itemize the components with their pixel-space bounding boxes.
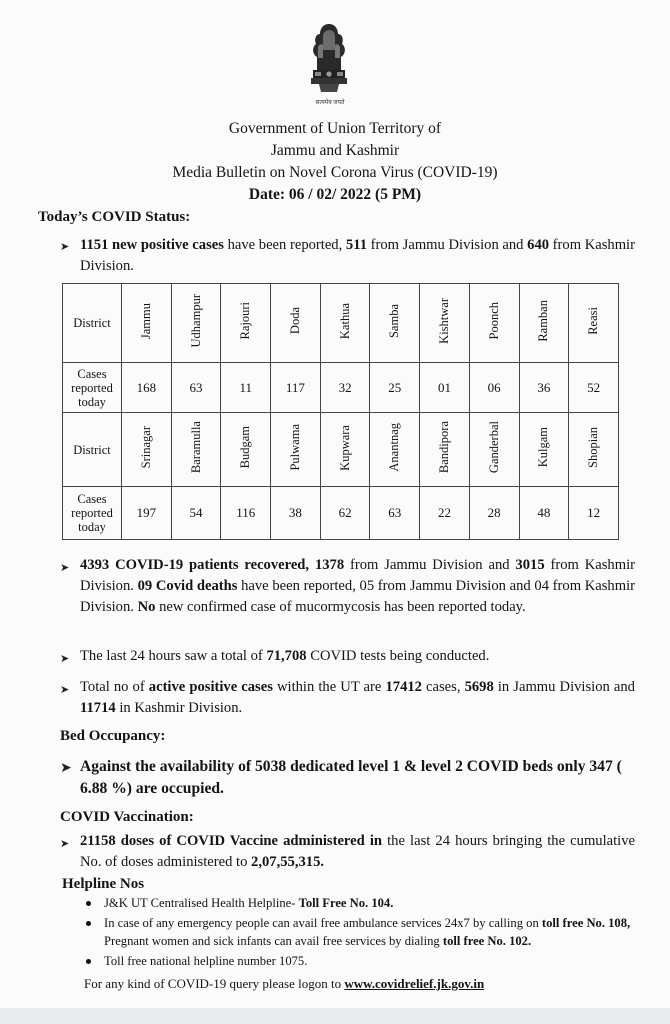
kashmir-cases-row	[63, 487, 619, 540]
text: Rajouri	[238, 302, 253, 340]
text: Ganderbal	[486, 421, 501, 474]
bullet-dot-icon	[86, 959, 91, 964]
kashmir-cases-count: 640	[527, 237, 550, 253]
vaccination-title: COVID Vaccination:	[60, 809, 194, 825]
cases-cell: 22	[420, 487, 470, 540]
district-cell	[519, 413, 569, 487]
text: For any kind of COVID-19 query please logon to	[84, 976, 345, 991]
text: COVID tests being conducted.	[306, 648, 490, 664]
text: Anantnag	[387, 423, 402, 472]
helpline-title: Helpline Nos	[62, 876, 145, 892]
district-cell	[221, 284, 271, 363]
cases-label: Cases reported today	[63, 363, 122, 413]
text: 11714	[80, 700, 116, 716]
covid-relief-link[interactable]: www.covidrelief.jk.gov.in	[344, 976, 485, 991]
helpline-item	[104, 952, 634, 970]
district-cell	[122, 413, 172, 487]
text: from Kashmir Division.	[80, 237, 635, 274]
text: J&K UT Centralised Health Helpline-	[104, 896, 299, 910]
bullet-arrow-icon: ➤	[60, 241, 70, 253]
cases-cell: 117	[271, 363, 321, 413]
text: In case of any emergency people can avail free ambulance services 24x7 by calling on	[104, 916, 542, 930]
district-cell	[519, 284, 569, 363]
cases-cell: 54	[171, 487, 221, 540]
cases-cell: 36	[519, 363, 569, 413]
kashmir-district-row	[63, 413, 619, 487]
text: toll free No. 108,	[541, 916, 631, 930]
district-cell	[221, 413, 271, 487]
text: 3015	[515, 557, 545, 573]
text: in Jammu Division and	[493, 679, 635, 695]
district-cases-table	[62, 283, 619, 540]
district-label: District	[63, 284, 122, 363]
header-line-3: Media Bulletin on Novel Corona Virus (COVID-19)	[172, 164, 498, 181]
text: from Jammu Division and	[367, 237, 528, 253]
text: within the UT are	[272, 679, 386, 695]
text: Kathua	[337, 302, 352, 340]
text: Kupwara	[337, 424, 352, 471]
bullet-arrow-icon: ➤	[60, 838, 70, 850]
helpline-item	[104, 894, 634, 912]
cases-cell: 06	[469, 363, 519, 413]
district-cell	[569, 413, 619, 487]
text: Udhampur	[188, 294, 203, 348]
bed-occupancy-text: Against the availability of 5038 dedicated level 1 & level 2 COVID beds only 347 ( 6.88 %) are occupied.	[80, 758, 622, 797]
text: Poonch	[486, 302, 501, 340]
vaccination-paragraph	[80, 831, 635, 873]
text: Pregnant women and sick infants can avail free services by dialing	[104, 934, 443, 948]
text: from Jammu Division and	[344, 557, 516, 573]
header-line-2: Jammu and Kashmir	[270, 142, 400, 159]
jammu-cases-count: 511	[345, 237, 367, 253]
cases-cell: 48	[519, 487, 569, 540]
text: Pulwama	[287, 424, 302, 471]
new-cases-count: 1151 new positive cases	[80, 237, 224, 253]
text: Kulgam	[536, 427, 551, 468]
bulletin-date: Date: 06 / 02/ 2022 (5 PM)	[248, 186, 422, 203]
district-cell	[271, 413, 321, 487]
district-cell	[420, 413, 470, 487]
emblem-motto: सत्यमेव जयते	[315, 100, 345, 106]
district-cell	[171, 284, 221, 363]
cases-cell: 12	[569, 487, 619, 540]
text: toll free No. 102.	[442, 934, 532, 948]
bullet-dot-icon	[86, 901, 91, 906]
district-cell	[370, 284, 420, 363]
cases-cell: 11	[221, 363, 271, 413]
cases-cell: 63	[171, 363, 221, 413]
active-cases-paragraph	[80, 677, 635, 719]
tests-paragraph	[80, 646, 635, 667]
cases-cell: 52	[569, 363, 619, 413]
bullet-arrow-icon: ➤	[60, 761, 72, 776]
new-cases-paragraph	[80, 235, 635, 277]
text: Budgam	[238, 426, 253, 469]
cases-label: Cases reported today	[63, 487, 122, 540]
status-title: Today’s COVID Status:	[38, 209, 191, 225]
text: new confirmed case of mucormycosis has been reported today.	[155, 599, 526, 615]
district-cell	[569, 284, 619, 363]
text: Toll free national helpline number 1075.	[104, 954, 308, 968]
district-cell	[320, 413, 370, 487]
district-cell	[370, 413, 420, 487]
text: Jammu	[138, 302, 153, 340]
district-cell	[469, 413, 519, 487]
cases-cell: 168	[122, 363, 172, 413]
district-cell	[420, 284, 470, 363]
district-cell	[122, 284, 172, 363]
national-emblem-icon	[301, 20, 357, 110]
district-cell	[469, 284, 519, 363]
text: Doda	[287, 307, 302, 335]
cases-cell: 116	[221, 487, 271, 540]
text: the last 24 hours bringing the cumulative No. of doses administered to	[80, 833, 636, 870]
text: in Kashmir Division.	[115, 700, 243, 716]
cases-cell: 38	[271, 487, 321, 540]
text: 71,708	[266, 648, 307, 664]
cases-cell: 01	[420, 363, 470, 413]
text: 17412	[385, 679, 422, 695]
cases-cell: 197	[122, 487, 172, 540]
helpline-item	[104, 914, 634, 950]
text: Samba	[387, 303, 402, 339]
text: Bandipora	[436, 421, 451, 474]
text: Shopian	[586, 427, 601, 468]
viewer-bottom-strip	[0, 1008, 670, 1024]
text: Baramulla	[188, 421, 203, 474]
cases-cell: 28	[469, 487, 519, 540]
text: have been reported, 05 from Jammu Division and 04 from Kashmir Division.	[80, 578, 635, 615]
jammu-district-row	[63, 284, 619, 363]
text: Toll Free No. 104.	[298, 896, 394, 910]
text: No	[137, 599, 156, 615]
district-label: District	[63, 413, 122, 487]
text: The last 24 hours saw a total of	[80, 648, 267, 664]
text: from Kashmir Division.	[80, 557, 635, 594]
text: cases,	[421, 679, 465, 695]
text: 4393 COVID-19 patients recovered, 1378	[80, 557, 345, 573]
recovered-paragraph	[80, 555, 635, 618]
district-cell	[271, 284, 321, 363]
cases-cell: 32	[320, 363, 370, 413]
text: Ramban	[536, 300, 551, 342]
header-line-1: Government of Union Territory of	[228, 120, 442, 137]
text: Srinagar	[138, 426, 153, 469]
cases-cell: 25	[370, 363, 420, 413]
district-cell	[171, 413, 221, 487]
bulletin-header	[0, 118, 670, 206]
bullet-dot-icon	[86, 921, 91, 926]
text: 5698	[464, 679, 494, 695]
bullet-arrow-icon: ➤	[60, 653, 70, 665]
text: active positive cases	[148, 679, 273, 695]
bullet-arrow-icon: ➤	[60, 562, 70, 574]
bed-occupancy-title: Bed Occupancy:	[60, 728, 166, 744]
text: Total no of	[80, 679, 149, 695]
cases-cell: 62	[320, 487, 370, 540]
footer-line	[84, 976, 484, 992]
text: 2,07,55,315.	[251, 854, 325, 870]
helpline-list	[104, 894, 634, 970]
text: have been reported,	[223, 237, 346, 253]
text: Reasi	[586, 307, 601, 335]
district-cell	[320, 284, 370, 363]
jammu-cases-row	[63, 363, 619, 413]
bullet-arrow-icon: ➤	[60, 684, 70, 696]
text: Kishtwar	[436, 298, 451, 344]
text: 09 Covid deaths	[137, 578, 238, 594]
text: 21158 doses of COVID Vaccine administered in	[80, 833, 383, 849]
cases-cell: 63	[370, 487, 420, 540]
